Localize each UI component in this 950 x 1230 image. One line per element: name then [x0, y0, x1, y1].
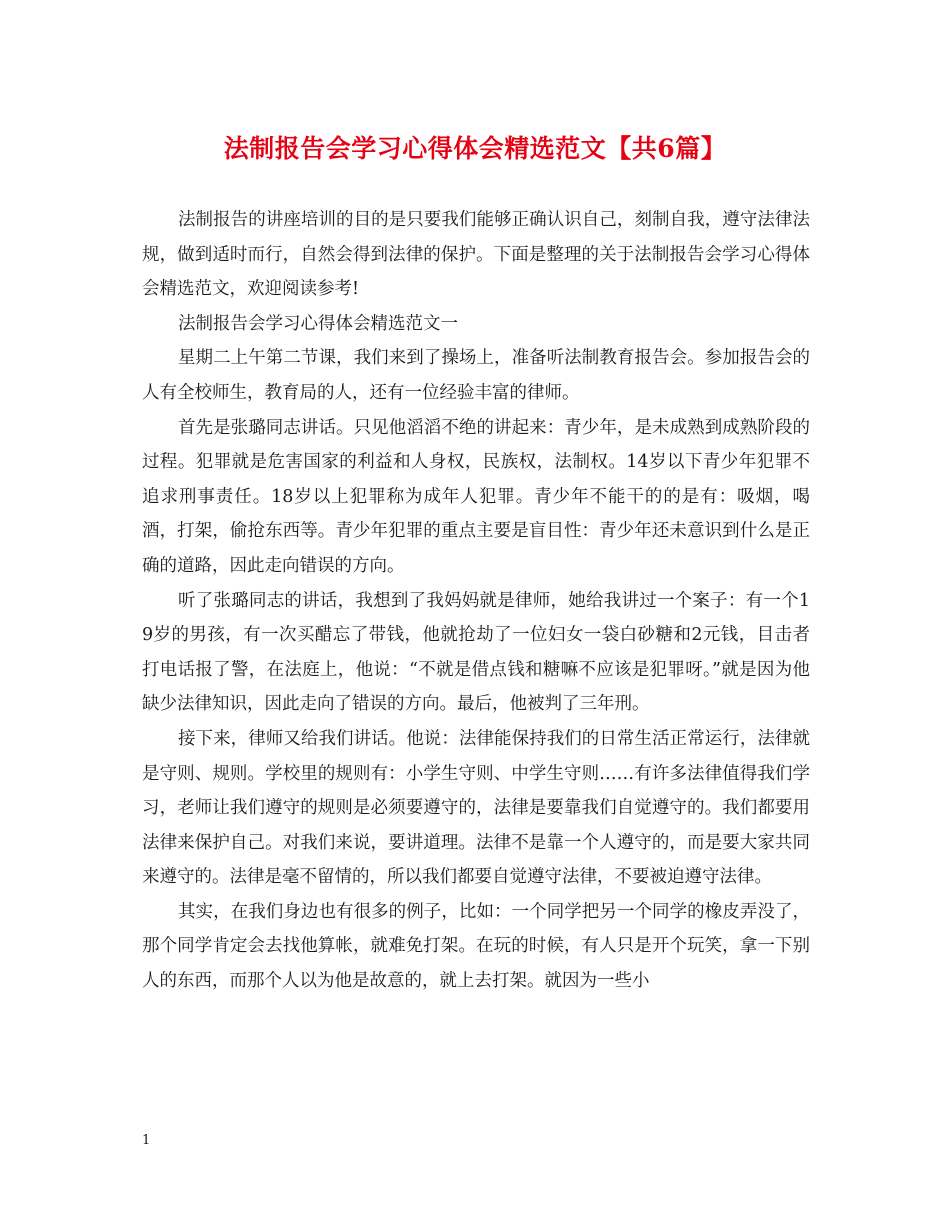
- body-paragraph: 首先是张璐同志讲话。只见他滔滔不绝的讲起来：青少年，是未成熟到成熟阶段的过程。犯罪就是危害国家的利益和人身权，民族权，法制权。14岁以下青少年犯罪不追求刑事责任。18岁以上犯罪称为成年人犯罪。青少年不能干的的是有：吸烟，喝酒，打架，偷抢东西等。青少年犯罪的重点主要是盲目性：青少年还未意识到什么是正确的道路，因此走向错误的方向。: [142, 417, 810, 576]
- body-paragraph: 星期二上午第二节课，我们来到了操场上，准备听法制教育报告会。参加报告会的人有全校师生，教育局的人，还有一位经验丰富的律师。: [142, 348, 810, 403]
- intro-paragraph: 法制报告的讲座培训的目的是只要我们能够正确认识自己，刻制自我，遵守法律法规，做到适时而行，自然会得到法律的保护。下面是整理的关于法制报告会学习心得体会精选范文，欢迎阅读参考!: [142, 210, 810, 300]
- document-title: 法制报告会学习心得体会精选范文【共6篇】: [223, 134, 727, 163]
- document-body: [142, 203, 810, 999]
- body-paragraph: 听了张璐同志的讲话，我想到了我妈妈就是律师，她给我讲过一个案子：有一个19岁的男孩，有一次买醋忘了带钱，他就抢劫了一位妇女一袋白砂糖和2元钱，目击者打电话报了警，在法庭上，他说：“不就是借点钱和糖嘛不应该是犯罪呀。”就是因为他缺少法律知识，因此走向了错误的方向。最后，他被判了三年刑。: [142, 590, 810, 715]
- section-heading: 法制报告会学习心得体会精选范文一: [178, 313, 458, 334]
- page-number: 1: [142, 1133, 151, 1148]
- body-paragraph: 其实，在我们身边也有很多的例子，比如：一个同学把另一个同学的橡皮弄没了，那个同学肯定会去找他算帐，就难免打架。在玩的时候，有人只是开个玩笑，拿一下别人的东西，而那个人以为他是故意的，就上去打架。就因为一些小: [142, 901, 810, 992]
- body-paragraph: 接下来，律师又给我们讲话。他说：法律能保持我们的日常生活正常运行，法律就是守则、规则。学校里的规则有：小学生守则、中学生守则……有许多法律值得我们学习，老师让我们遵守的规则是必须要遵守的，法律是要靠我们自觉遵守的。我们都要用法律来保护自己。对我们来说，要讲道理。法律不是靠一个人遵守的，而是要大家共同来遵守的。法律是毫不留情的，所以我们都要自觉遵守法律，不要被迫遵守法律。: [142, 728, 810, 888]
